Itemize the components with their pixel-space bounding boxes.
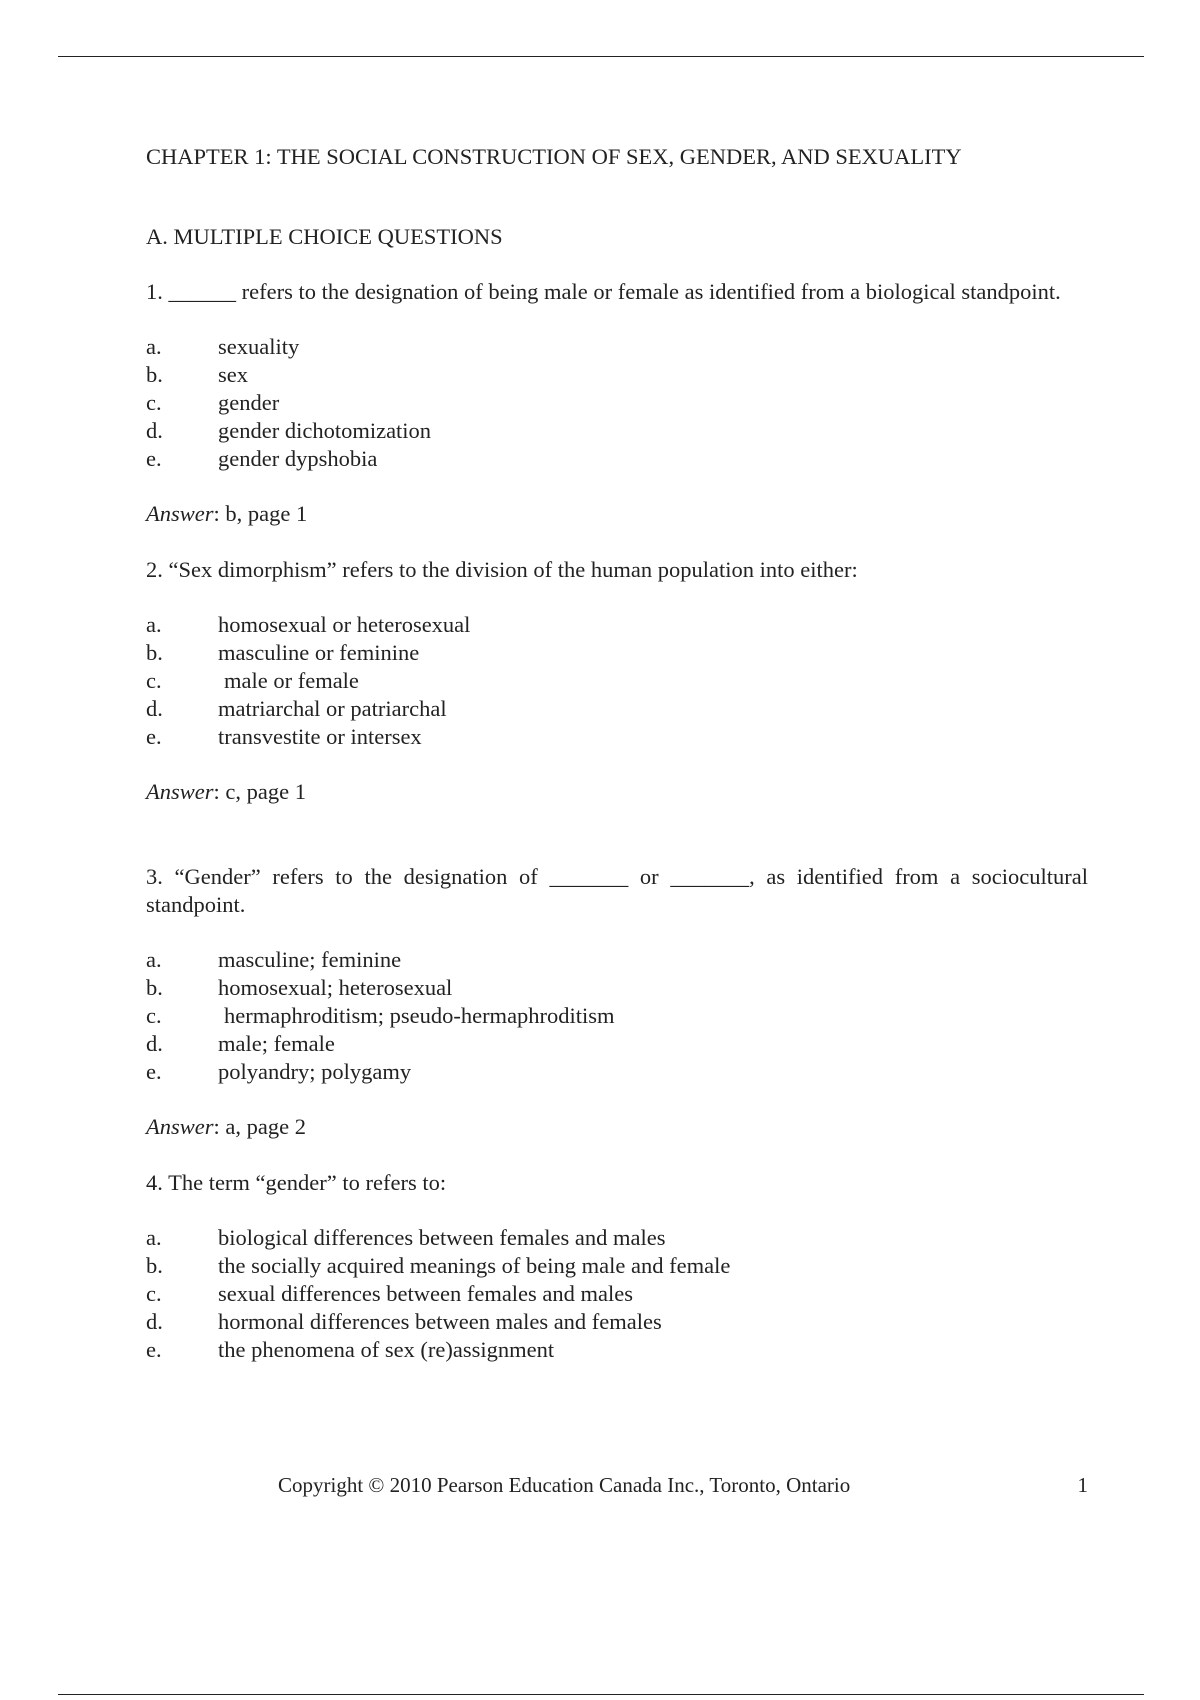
copyright-notice: Copyright © 2010 Pearson Education Canada Inc., Toronto, Ontario <box>278 1473 851 1497</box>
question-block <box>146 278 1088 528</box>
answer-value: : a, page 2 <box>213 1114 306 1139</box>
option-item <box>146 361 1088 389</box>
option-text: gender dypshobia <box>218 446 378 471</box>
question-text: 1. ______ refers to the designation of being male or female as identified from a biological standpoint. <box>146 279 1061 304</box>
option-item <box>146 639 1088 667</box>
answer-line <box>146 778 1088 806</box>
option-item <box>146 1224 1088 1252</box>
option-item <box>146 723 1088 751</box>
option-text: the socially acquired meanings of being male and female <box>218 1253 731 1278</box>
option-letter: e. <box>146 1337 162 1362</box>
option-item <box>146 1336 1088 1364</box>
option-item <box>146 946 1088 974</box>
question-block <box>146 863 1088 1141</box>
option-letter: a. <box>146 1225 162 1250</box>
option-text: polyandry; polygamy <box>218 1059 412 1084</box>
option-text: sexuality <box>218 334 300 359</box>
option-text: male or female <box>224 668 359 693</box>
chapter-title: CHAPTER 1: THE SOCIAL CONSTRUCTION OF SEX, GENDER, AND SEXUALITY <box>146 144 962 169</box>
option-item <box>146 611 1088 639</box>
top-rule <box>58 56 1144 57</box>
option-letter: d. <box>146 696 163 721</box>
option-text: sex <box>218 362 248 387</box>
option-text: gender <box>218 390 280 415</box>
option-item <box>146 1252 1088 1280</box>
option-item <box>146 1058 1088 1086</box>
option-text: masculine or feminine <box>218 640 420 665</box>
option-item <box>146 1002 1088 1030</box>
option-list <box>146 611 1088 751</box>
option-letter: b. <box>146 362 163 387</box>
option-item <box>146 445 1088 473</box>
option-letter: c. <box>146 1281 162 1306</box>
question-block <box>146 1169 1088 1364</box>
option-letter: d. <box>146 1309 163 1334</box>
answer-value: : b, page 1 <box>213 501 308 526</box>
option-list <box>146 333 1088 473</box>
option-letter: e. <box>146 1059 162 1084</box>
question-text: 2. “Sex dimorphism” refers to the division of the human population into either: <box>146 557 858 582</box>
option-letter: b. <box>146 975 163 1000</box>
option-text: matriarchal or patriarchal <box>218 696 447 721</box>
question-block <box>146 556 1088 806</box>
option-item <box>146 974 1088 1002</box>
option-text: transvestite or intersex <box>218 724 422 749</box>
option-letter: d. <box>146 1031 163 1056</box>
option-letter: e. <box>146 724 162 749</box>
option-text: hormonal differences between males and females <box>218 1309 662 1334</box>
option-letter: c. <box>146 390 162 415</box>
option-letter: a. <box>146 947 162 972</box>
option-text: hermaphroditism; pseudo-hermaphroditism <box>224 1003 615 1028</box>
option-item <box>146 667 1088 695</box>
answer-label: Answer <box>146 779 214 804</box>
option-text: homosexual; heterosexual <box>218 975 453 1000</box>
option-letter: b. <box>146 640 163 665</box>
option-item <box>146 1280 1088 1308</box>
option-text: masculine; feminine <box>218 947 402 972</box>
option-text: biological differences between females and males <box>218 1225 666 1250</box>
page-number: 1 <box>1077 1473 1088 1497</box>
option-item <box>146 333 1088 361</box>
answer-label: Answer <box>146 501 214 526</box>
option-letter: c. <box>146 1003 162 1028</box>
option-letter: a. <box>146 612 162 637</box>
option-item <box>146 1030 1088 1058</box>
option-letter: b. <box>146 1253 163 1278</box>
option-letter: e. <box>146 446 162 471</box>
option-item <box>146 417 1088 445</box>
option-text: sexual differences between females and males <box>218 1281 634 1306</box>
document-page <box>146 143 1088 1364</box>
answer-value: : c, page 1 <box>213 779 306 804</box>
option-text: the phenomena of sex (re)assignment <box>218 1337 555 1362</box>
option-text: male; female <box>218 1031 335 1056</box>
answer-line <box>146 500 1088 528</box>
option-list <box>146 1224 1088 1364</box>
question-text: 4. The term “gender” to refers to: <box>146 1170 447 1195</box>
option-letter: d. <box>146 418 163 443</box>
question-text: 3. “Gender” refers to the designation of _______ or _______, as identified from a sociocultural standpoint. <box>146 864 1088 917</box>
section-title: A. MULTIPLE CHOICE QUESTIONS <box>146 224 503 249</box>
answer-label: Answer <box>146 1114 214 1139</box>
option-text: gender dichotomization <box>218 418 432 443</box>
option-item <box>146 695 1088 723</box>
option-text: homosexual or heterosexual <box>218 612 471 637</box>
answer-line <box>146 1113 1088 1141</box>
option-letter: a. <box>146 334 162 359</box>
option-list <box>146 946 1088 1086</box>
option-item <box>146 1308 1088 1336</box>
option-letter: c. <box>146 668 162 693</box>
option-item <box>146 389 1088 417</box>
bottom-rule <box>58 1694 1144 1695</box>
